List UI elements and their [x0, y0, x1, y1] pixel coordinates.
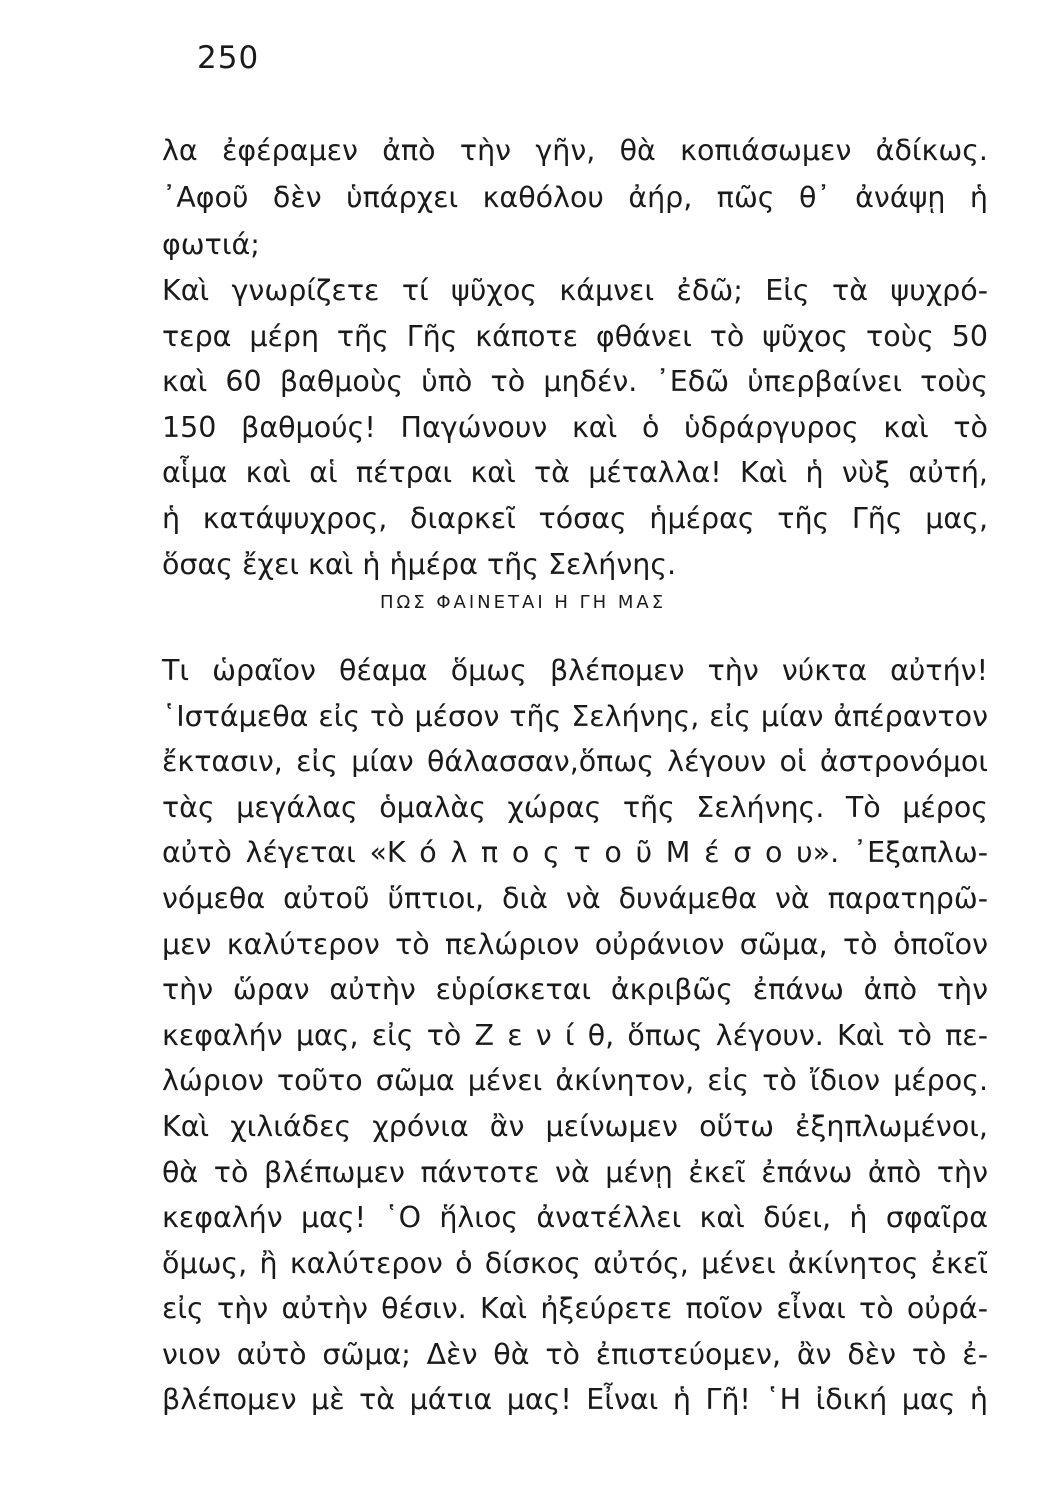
- text-line: καὶ 60 βαθμοὺς ὑπὸ τὸ μηδέν. ᾿Εδῶ ὑπερβαίνει τοὺς: [162, 365, 988, 398]
- text-line: νιον αὐτὸ σῶμα; Δὲν θὰ τὸ ἐπιστεύομεν, ἂν δὲν τὸ ἐ-: [162, 1338, 988, 1371]
- text-line: μεν καλύτερον τὸ πελώριον οὐράνιον σῶμα, τὸ ὁποῖον: [162, 928, 988, 961]
- text-line: ἡ κατάψυχρος, διαρκεῖ τόσας ἡμέρας τῆς Γῆς μας,: [162, 502, 988, 535]
- text-line: θὰ τὸ βλέπωμεν πάντοτε νὰ μένῃ ἐκεῖ ἐπάνω ἀπὸ τὴν: [162, 1156, 988, 1189]
- text-line: νόμεθα αὐτοῦ ὕπτιοι, διὰ νὰ δυνάμεθα νὰ παρατηρῶ-: [162, 882, 988, 915]
- text-line: κεφαλήν μας! ῾Ο ἥλιος ἀνατέλλει καὶ δύει, ἡ σφαῖρα: [162, 1201, 988, 1234]
- text-line: τερα μέρη τῆς Γῆς κάποτε φθάνει τὸ ψῦχος τοὺς 50: [162, 320, 988, 353]
- text-line: ὅμως, ἢ καλύτερον ὁ δίσκος αὐτός, μένει ἀκίνητος ἐκεῖ: [162, 1247, 988, 1280]
- text-line: ὅσας ἔχει καὶ ἡ ἡμέρα τῆς Σελήνης.: [162, 548, 677, 581]
- text-line: 150 βαθμούς! Παγώνουν καὶ ὁ ὑδράργυρος καὶ τὸ: [162, 411, 988, 444]
- text-line: φωτιά;: [162, 228, 260, 261]
- text-line: κεφαλήν μας, εἰς τὸ Ζ ε ν ί θ, ὅπως λέγουν. Καὶ τὸ πε-: [162, 1019, 988, 1052]
- text-line: λα ἐφέραμεν ἀπὸ τὴν γῆν, θὰ κοπιάσωμεν ἀδίκως.: [162, 134, 988, 167]
- text-line: ἔκτασιν, εἰς μίαν θάλασσαν,ὅπως λέγουν οἱ ἀστρονόμοι: [162, 745, 988, 778]
- text-line: Καὶ χιλιάδες χρόνια ἂν μείνωμεν οὕτω ἐξηπλωμένοι,: [162, 1110, 988, 1143]
- text-line: λώριον τοῦτο σῶμα μένει ἀκίνητον, εἰς τὸ ἴδιον μέρος.: [162, 1064, 988, 1097]
- text-line: βλέπομεν μὲ τὰ μάτια μας! Εἶναι ἡ Γῆ! ῾Η ἰδική μας ἡ: [162, 1383, 988, 1416]
- text-line: αἷμα καὶ αἱ πέτραι καὶ τὰ μέταλλα! Καὶ ἡ νὺξ αὐτή,: [162, 456, 988, 489]
- page-number: 250: [197, 40, 260, 76]
- text-line: τὰς μεγάλας ὁμαλὰς χώρας τῆς Σελήνης. Τὸ μέρος: [162, 791, 988, 824]
- text-line: Καὶ γνωρίζετε τί ψῦχος κάμνει ἐδῶ; Εἰς τὰ ψυχρό-: [162, 274, 988, 307]
- text-line: ᾿Αφοῦ δὲν ὑπάρχει καθόλου ἀήρ, πῶς θ᾿ ἀνάψῃ ἡ: [162, 181, 988, 214]
- text-line: ῾Ιστάμεθα εἰς τὸ μέσον τῆς Σελήνης, εἰς μίαν ἀπέραντον: [162, 700, 988, 733]
- text-line: τὴν ὥραν αὐτὴν εὑρίσκεται ἀκριβῶς ἐπάνω ἀπὸ τὴν: [162, 973, 988, 1006]
- text-line: εἰς τὴν αὐτὴν θέσιν. Καὶ ἠξεύρετε ποῖον εἶναι τὸ οὐρά-: [162, 1292, 988, 1325]
- text-line: Τι ὡραῖον θέαμα ὅμως βλέπομεν τὴν νύκτα αὐτήν!: [162, 654, 988, 687]
- section-heading: ΠΩΣ ΦΑΙΝΕΤΑΙ Η ΓΗ ΜΑΣ: [380, 592, 667, 613]
- text-line: αὐτὸ λέγεται «Κ ό λ π ο ς τ ο ῦ Μ έ σ ο υ». ᾿Εξαπλω-: [162, 836, 988, 869]
